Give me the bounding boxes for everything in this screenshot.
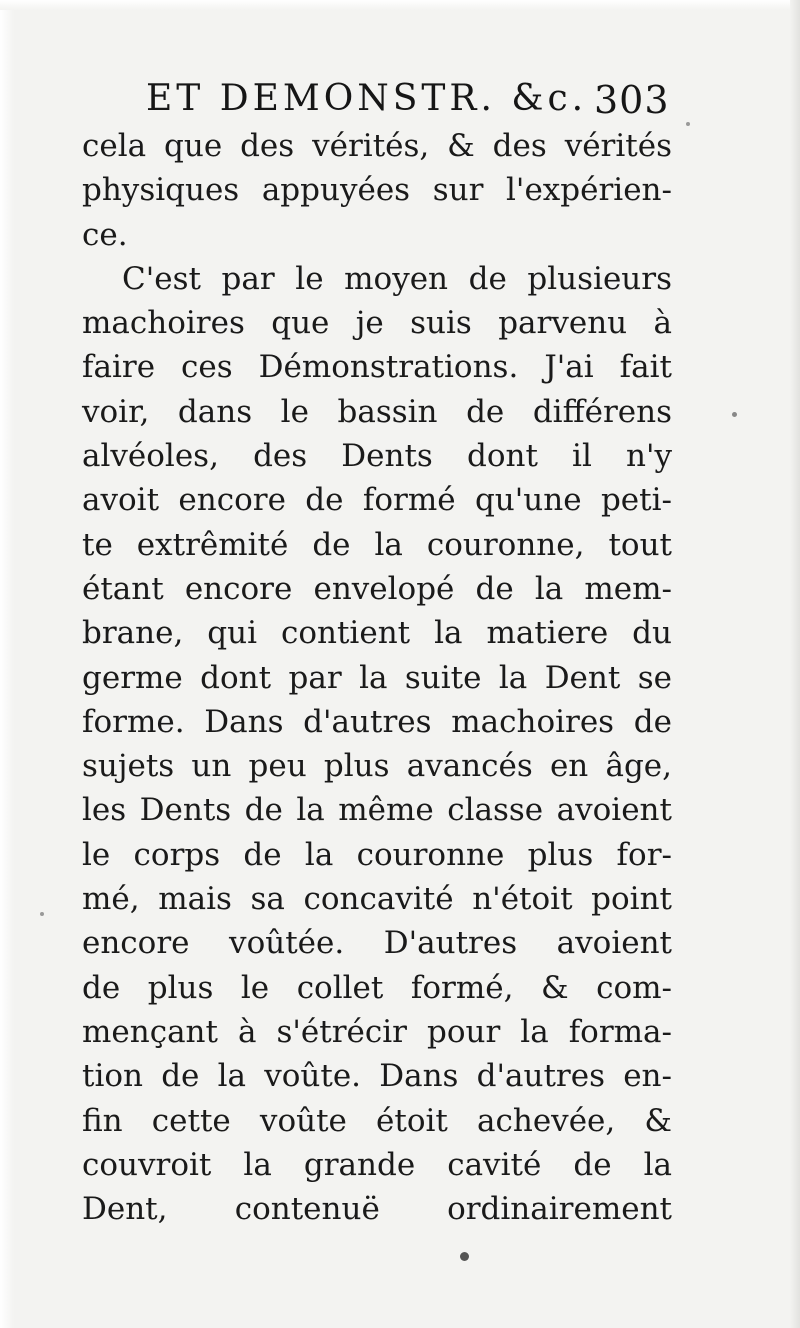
text-line: de plus le collet formé, & com- [82, 969, 672, 1006]
text-line: couvroit la grande cavité de la [82, 1146, 672, 1183]
text-line: C'est par le moyen de plusieurs [122, 260, 672, 297]
text-line: fin cette voûte étoit achevée, & [82, 1102, 672, 1139]
page-right-edge [790, 0, 800, 1328]
text-line: te extrêmité de la couronne, tout [82, 526, 672, 563]
page-top-edge [0, 0, 800, 10]
text-line: le corps de la couronne plus for- [82, 836, 672, 873]
text-line: avoit encore de formé qu'une peti- [82, 482, 672, 519]
text-line: étant encore envelopé de la mem- [82, 570, 672, 607]
body-text [82, 124, 672, 1231]
text-line: encore voûtée. D'autres avoient [82, 925, 672, 962]
text-line: faire ces Démonstrations. J'ai fait [82, 349, 672, 386]
text-line: cela que des vérités, & des vérités [82, 128, 672, 164]
text-line: mé, mais sa concavité n'étoit point [82, 881, 672, 918]
ink-speck [732, 412, 737, 417]
text-line: Dent, contenuë ordinairement [82, 1191, 672, 1228]
text-line: sujets un peu plus avancés en âge, [82, 748, 672, 785]
text-line: germe dont par la suite la Dent se [82, 659, 672, 696]
text-line: brane, qui contient la matiere du [82, 615, 672, 652]
text-line: tion de la voûte. Dans d'autres en- [82, 1058, 672, 1095]
running-head: ET DEMONSTR. &c. [146, 78, 588, 119]
ink-speck [460, 1252, 469, 1261]
ink-speck [686, 122, 690, 126]
text-line: physiques appuyées sur l'expérien- [82, 172, 672, 209]
ink-speck [40, 912, 44, 916]
page-number: 303 [594, 78, 670, 122]
text-line: forme. Dans d'autres machoires de [82, 703, 672, 740]
text-line: mençant à s'étrécir pour la forma- [82, 1013, 672, 1050]
text-line: les Dents de la même classe avoient [82, 792, 672, 829]
text-line: machoires que je suis parvenu à [82, 305, 672, 342]
text-line: ce. [82, 216, 128, 253]
page-left-edge [0, 0, 14, 1328]
text-line: alvéoles, des Dents dont il n'y [82, 438, 672, 475]
text-line: voir, dans le bassin de différens [82, 393, 672, 430]
